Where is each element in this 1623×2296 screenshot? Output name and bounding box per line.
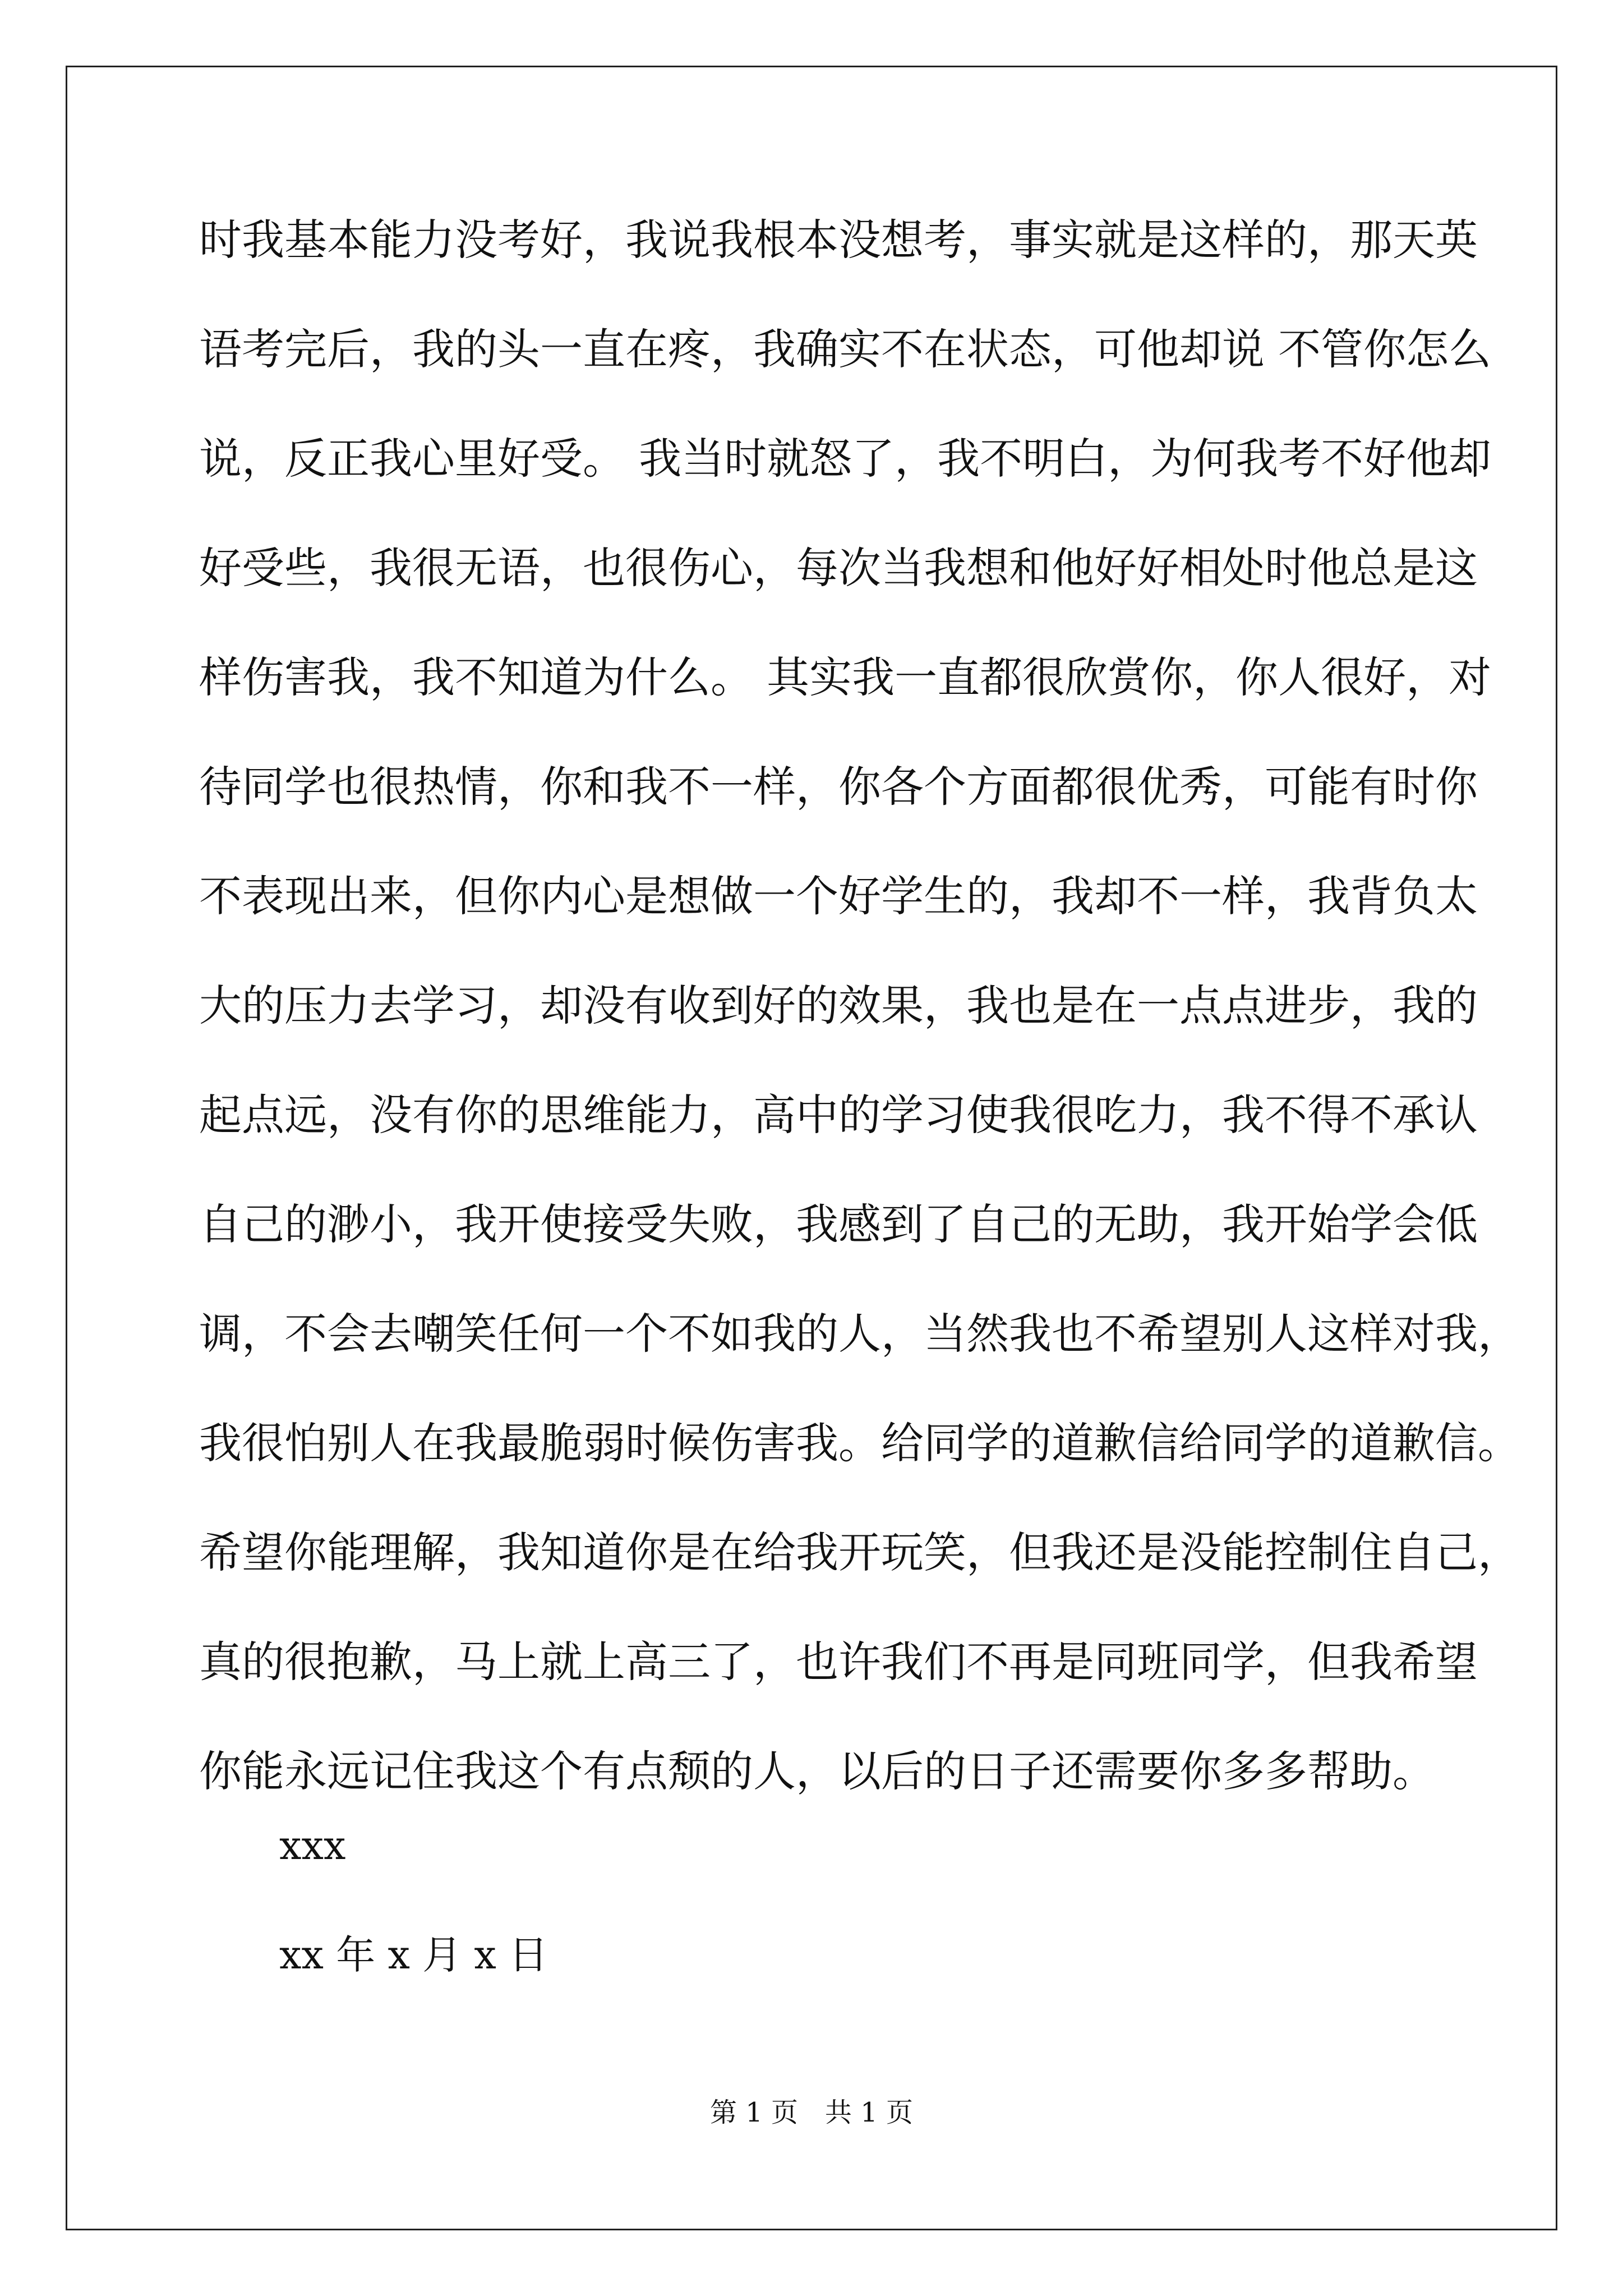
page-number-footer: 第 1 页 共 1 页 [709,2097,914,2128]
body-line: 样伤害我，我不知道为什么。 其实我一直都很欣赏你，你人很好，对 [199,652,1492,702]
body-line: 调，不会去嘲笑任何一个不如我的人，当然我也不希望别人这样对我， [199,1309,1520,1359]
body-line: 大的压力去学习，却没有收到好的效果，我也是在一点点进步，我的 [199,981,1478,1030]
body-line: 你能永远记住我这个有点颓的人，以后的日子还需要你多多帮助。 [199,1746,1435,1796]
body-line: 真的很抱歉，马上就上高三了，也许我们不再是同班同学，但我希望 [199,1637,1478,1687]
body-line: 自己的渺小，我开使接受失败，我感到了自己的无助，我开始学会低 [199,1199,1478,1249]
body-line: 好受些，我很无语，也很伤心，每次当我想和他好好相处时他总是这 [199,543,1478,593]
body-line: 时我基本能力没考好，我说我根本没想考，事实就是这样的，那天英 [199,215,1478,265]
body-line: 待同学也很热情，你和我不一样，你各个方面都很优秀，可能有时你 [199,762,1478,812]
body-line: 希望你能理解，我知道你是在给我开玩笑，但我还是没能控制住自己， [199,1527,1520,1577]
body-line: 语考完后，我的头一直在疼，我确实不在状态，可他却说 不管你怎么 [199,324,1492,374]
body-line: 说，反正我心里好受。 我当时就怒了，我不明白，为何我考不好他却 [199,434,1492,484]
body-line: 我很怕别人在我最脆弱时候伤害我。给同学的道歉信给同学的道歉信。 [199,1418,1520,1468]
body-line: 不表现出来，但你内心是想做一个好学生的，我却不一样，我背负太 [199,871,1478,921]
signature: xxx [279,1823,346,1869]
letter-date: xx 年 x 月 x 日 [279,1932,548,1978]
letter-body [199,215,1520,1860]
body-line: 起点远，没有你的思维能力，高中的学习使我很吃力，我不得不承认 [199,1090,1478,1140]
